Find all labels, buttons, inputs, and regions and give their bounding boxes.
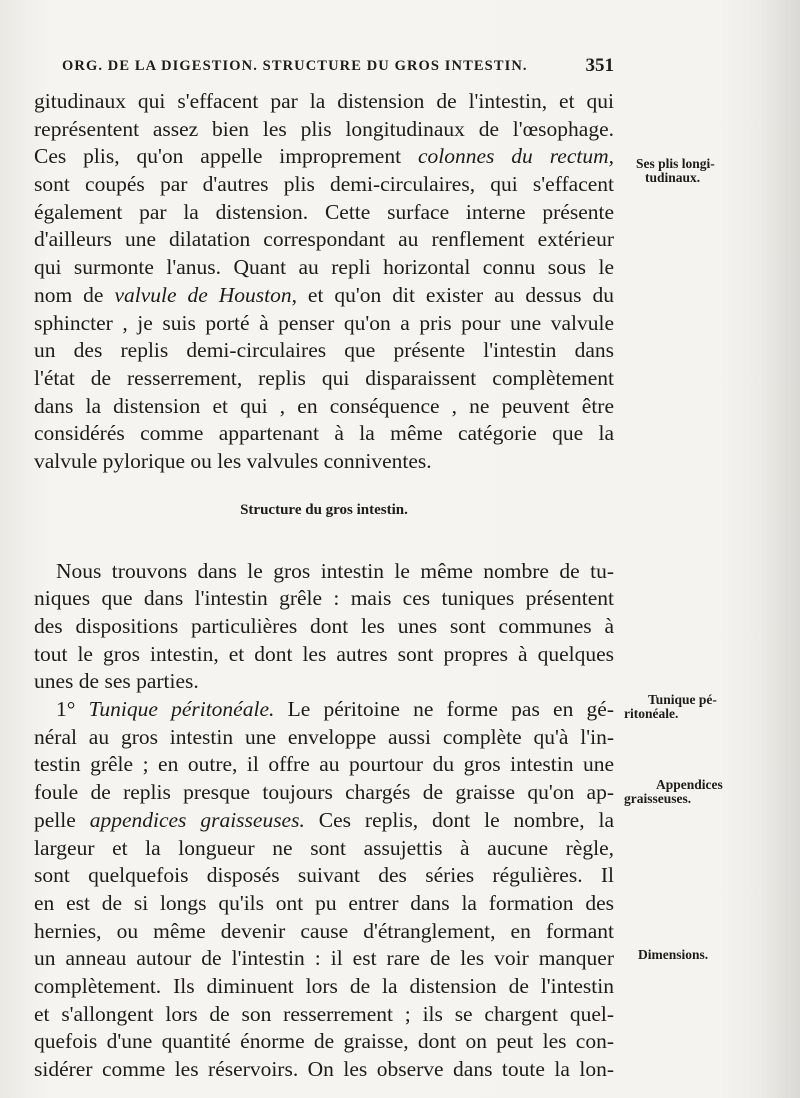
italic-term: valvule de Houston bbox=[114, 282, 292, 307]
text-line bbox=[34, 696, 614, 724]
text-line: représentent assez bien les plis longitudinaux de l'œsophage. bbox=[34, 116, 614, 141]
text-line: testin grêle ; en outre, il offre au pourtour du gros intestin une bbox=[34, 752, 614, 777]
text-line: complètement. Ils diminuent lors de la distension de l'intestin bbox=[34, 973, 614, 998]
text-line: gitudinaux qui s'effacent par la distension de l'intestin, et qui bbox=[34, 89, 614, 113]
page-number: 351 bbox=[585, 55, 614, 76]
main-text bbox=[34, 88, 614, 1084]
italic-term: colonnes du rectum, bbox=[417, 144, 614, 169]
text-line: néral au gros intestin une enveloppe aussi complète qu'à l'in- bbox=[34, 724, 614, 749]
text-line: l'état de resserrement, replis qui disparaissent complètement bbox=[34, 365, 614, 390]
text-line: tout le gros intestin, et dont les autres sont propres à quelques bbox=[34, 641, 614, 666]
text-line bbox=[34, 143, 614, 171]
page-edge-shadow bbox=[760, 0, 800, 1098]
text-line: un des replis demi-circulaires que présente l'intestin dans bbox=[34, 338, 614, 363]
text-line: des dispositions particulières dont les unes sont communes à bbox=[34, 614, 614, 638]
text-line: qui surmonte l'anus. Quant au repli horizontal connu sous le bbox=[34, 255, 614, 280]
text-line: en est de si longs qu'ils ont pu entrer dans la formation des bbox=[34, 890, 614, 915]
text-line: sont coupés par d'autres plis demi-circulaires, qui s'effacent bbox=[34, 172, 614, 197]
margin-note-line: Appendices bbox=[656, 777, 723, 792]
margin-note-line: Ses plis longi- bbox=[636, 156, 715, 171]
text-line: largeur et la longueur ne sont assujettis à aucune règle, bbox=[34, 835, 614, 860]
text-line: hernies, ou même devenir cause d'étranglement, en formant bbox=[34, 918, 614, 943]
text-line: unes de ses parties. bbox=[34, 669, 199, 694]
text-run: nom de bbox=[34, 282, 115, 307]
text-line: sphincter , je suis porté à penser qu'on a pris pour une valvule bbox=[34, 310, 614, 335]
text-line: un anneau autour de l'intestin : il est rare de les voir manquer bbox=[34, 946, 614, 971]
text-run: , et qu'on dit exister au dessus du bbox=[291, 282, 614, 307]
text-line: foule de replis presque toujours chargés de graisse qu'on ap- bbox=[34, 780, 614, 805]
text-line: également par la distension. Cette surface interne présente bbox=[34, 199, 614, 224]
text-line: niques que dans l'intestin grêle : mais ces tuniques présentent bbox=[34, 586, 614, 611]
text-line bbox=[34, 807, 614, 835]
text-line: considérés comme appartenant à la même catégorie que la bbox=[34, 421, 614, 446]
margin-note-plis bbox=[636, 157, 715, 185]
running-header bbox=[62, 55, 614, 76]
text-line: et s'allongent lors de son resserrement ; ils se chargent quel- bbox=[34, 1001, 614, 1026]
section-heading: Structure du gros intestin. bbox=[240, 502, 408, 518]
header-title: ORG. DE LA DIGESTION. STRUCTURE DU GROS INTESTIN. bbox=[62, 58, 528, 74]
text-run: Ces replis, dont le nombre, la bbox=[304, 807, 614, 832]
italic-term: Tunique péritonéale. bbox=[88, 697, 275, 722]
italic-term: appendices graisseuses. bbox=[89, 807, 305, 832]
text-line: dans la distension et qui , en conséquence , ne peuvent être bbox=[34, 393, 614, 418]
margin-note-line: graisseuses. bbox=[624, 791, 692, 806]
text-run: Le péritoine ne forme pas en gé- bbox=[274, 697, 615, 722]
text-line: quefois d'une quantité énorme de graisse, dont on peut les con- bbox=[34, 1029, 614, 1054]
margin-note-line: ritonéale. bbox=[624, 706, 679, 721]
margin-note-line: Tunique pé- bbox=[648, 692, 717, 707]
margin-note-line: tudinaux. bbox=[645, 170, 701, 185]
text-line: sidérer comme les réservoirs. On les observe dans toute la lon- bbox=[34, 1057, 614, 1081]
text-line: valvule pylorique ou les valvules conniventes. bbox=[34, 448, 432, 473]
text-line: sont quelquefois disposés suivant des séries régulières. Il bbox=[34, 863, 614, 888]
text-line: d'ailleurs une dilatation correspondant au renflement extérieur bbox=[34, 227, 614, 252]
margin-note-appendices bbox=[624, 778, 723, 806]
margin-note-dimensions: Dimensions. bbox=[638, 947, 709, 962]
text-run: Ces plis, qu'on appelle improprement bbox=[34, 144, 418, 169]
text-line bbox=[34, 282, 614, 310]
text-run: pelle bbox=[34, 807, 90, 832]
text-line: Nous trouvons dans le gros intestin le même nombre de tu- bbox=[56, 558, 614, 583]
text-run: 1° bbox=[56, 697, 89, 722]
margin-note-tunique bbox=[624, 693, 717, 721]
